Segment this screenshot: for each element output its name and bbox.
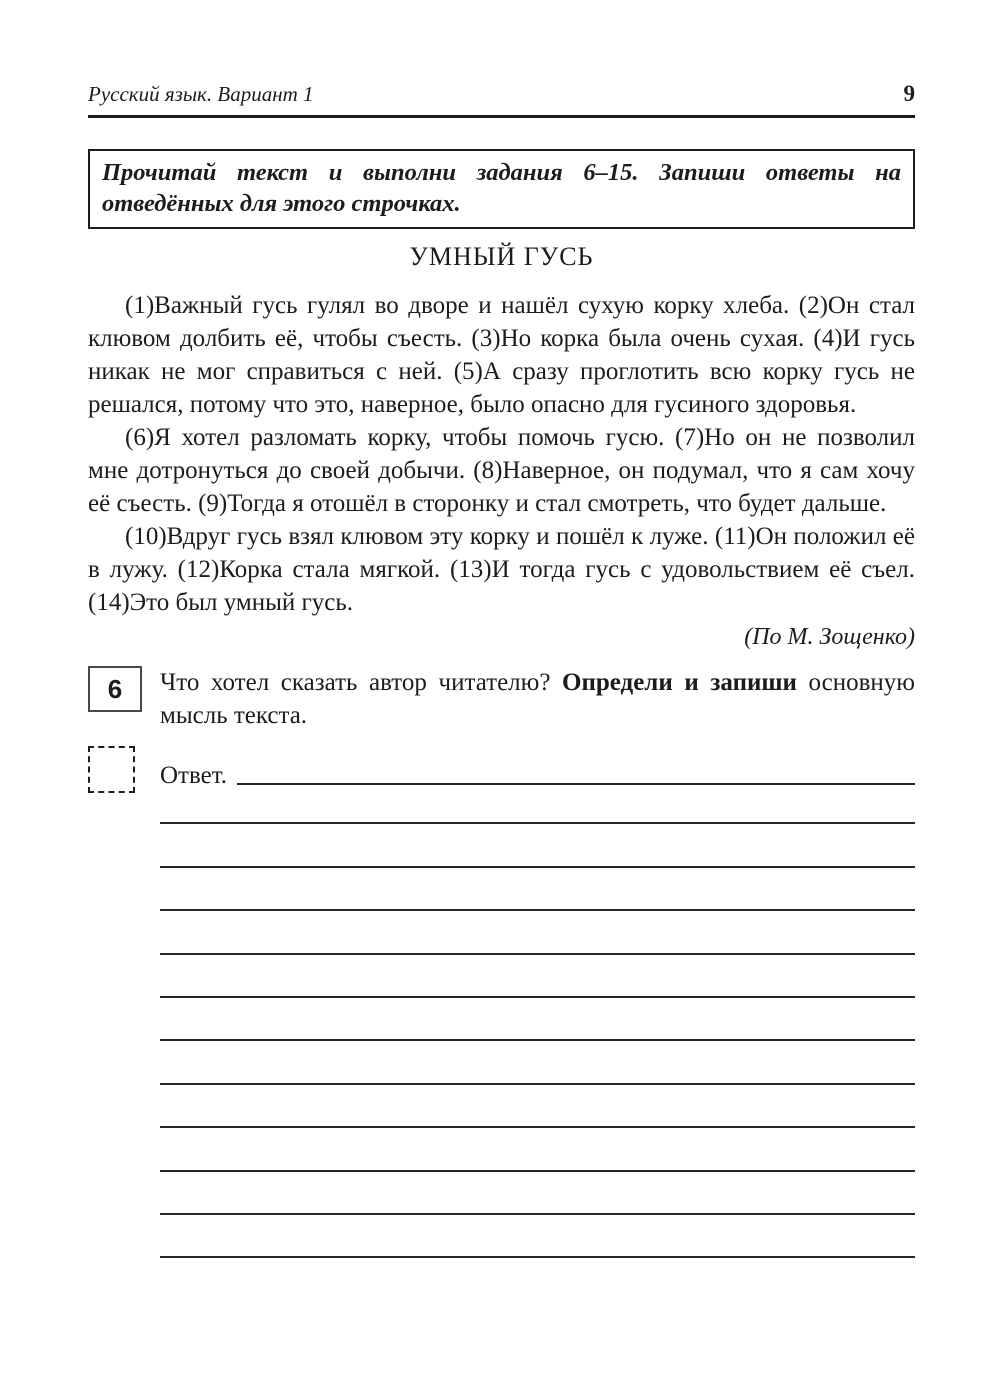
answer-line (160, 955, 915, 998)
answer-line (237, 783, 915, 785)
answer-line (160, 1041, 915, 1084)
answer-line (160, 1128, 915, 1171)
page-header (88, 82, 915, 106)
answer-line (160, 824, 915, 867)
page-number: 9 (903, 81, 915, 106)
task-6 (88, 666, 915, 732)
header-title: Русский язык. Вариант 1 (88, 82, 314, 106)
task-question-bold: Определи и запиши (562, 669, 797, 696)
score-marker-box (88, 746, 135, 793)
reading-paragraph: (6)Я хотел разломать корку, чтобы помочь гусю. (7)Но он не позволил мне дотронуться до своей добычи. (8)Наверное, он подумал, что я сам хочу её съесть. (9)Тогда я отошёл в сторонку и стал смотреть, что будет дальше. (88, 424, 915, 517)
answer-line (160, 1085, 915, 1128)
instruction-text: Прочитай текст и выполни задания 6–15. Запиши ответы на отведённых для этого строчках. (102, 159, 901, 217)
task-number: 6 (107, 673, 123, 704)
answer-line (160, 998, 915, 1041)
answer-line (160, 1215, 915, 1258)
header-rule (88, 115, 915, 118)
answer-line (160, 911, 915, 954)
answer-line (160, 1172, 915, 1215)
answer-line (160, 781, 915, 824)
answer-label: Ответ. (160, 762, 228, 789)
reading-text (88, 289, 915, 619)
reading-paragraph: (10)Вдруг гусь взял клювом эту корку и пошёл к луже. (11)Он положил её в лужу. (12)Корка стала мягкой. (13)И тогда гусь с удовольствием её съел. (14)Это был умный гусь. (88, 523, 915, 616)
answer-lines (160, 781, 915, 1258)
reading-title: УМНЫЙ ГУСЬ (409, 242, 594, 271)
task-question-regular: Что хотел сказать автор читателю? (160, 669, 563, 696)
instruction-box (88, 149, 915, 229)
reading-paragraph: (1)Важный гусь гулял во дворе и нашёл сухую корку хлеба. (2)Он стал клювом долбить её, чтобы съесть. (3)Но корка была очень сухая. (4)И гусь никак не мог справиться с ней. (5)А сразу проглотить всю корку гусь не решался, потому что это, наверное, было опасно для гусиного здоровья. (88, 292, 915, 418)
text-attribution: (По М. Зощенко) (744, 624, 915, 650)
task-question (160, 666, 915, 732)
task-question-tail: основную мысль текста. (160, 669, 915, 729)
answer-line (160, 868, 915, 911)
task-number-box (88, 666, 142, 712)
